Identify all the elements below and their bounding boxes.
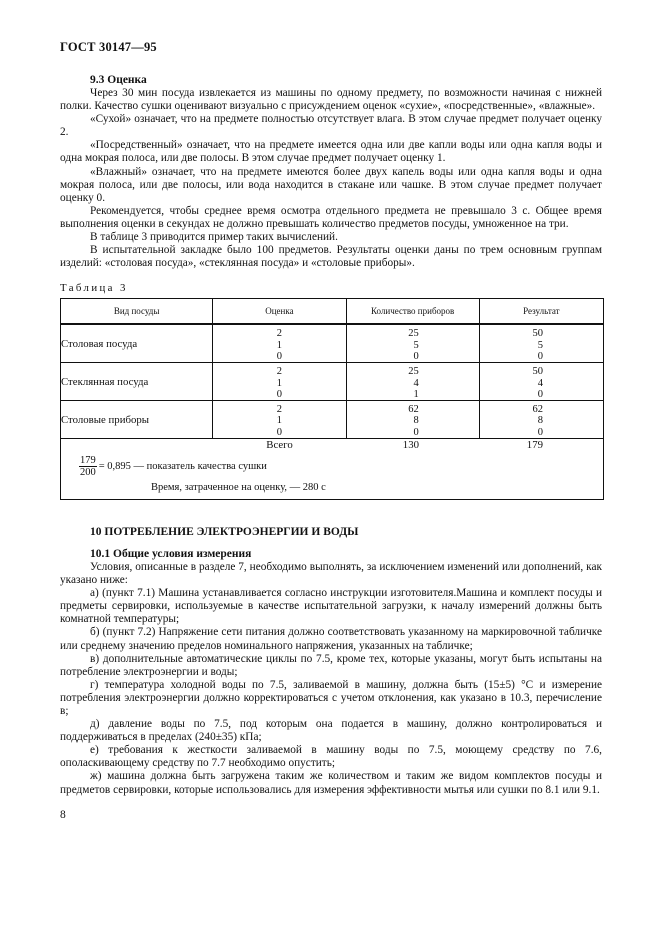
paragraph: Условия, описанные в разделе 7, необходимо выполнять, за исключением изменений или дополнений, как указано ниже: — [60, 560, 602, 587]
total-count: 130 — [402, 438, 419, 451]
column-header: Результат — [479, 299, 603, 325]
section-10-1-title: 10.1 Общие условия измерения — [90, 547, 252, 560]
count-cell: 25 5 0 — [408, 328, 419, 362]
paragraph: В испытательной закладке было 100 предметов. Результаты оценки даны по трем основным группам изделий: «столовая посуда», «стеклянная посуда» и «столовые приборы». — [60, 244, 602, 270]
column-header: Оценка — [213, 299, 346, 325]
paragraph: Через 30 мин посуда извлекается из машины по одному предмету, по возможности начиная с нижней полки. Качество сушки оценивают визуально с присуждением оценок «сухие», «посредственные», «влажные». — [60, 87, 602, 113]
quality-index-line — [79, 455, 603, 478]
table-row — [61, 324, 604, 362]
result-cell: 50 4 0 — [532, 366, 543, 400]
standard-header: ГОСТ 30147—95 — [60, 40, 157, 54]
result-cell: 50 5 0 — [532, 328, 543, 362]
list-item: е) требования к жесткости заливаемой в машину воды по 7.5, моющему средству по 7.6, ополаскивающему средству по 7.7 необходимо опустить; — [60, 744, 602, 770]
paragraph: В таблице 3 приводится пример таких вычислений. — [90, 231, 338, 244]
list-item: ж) машина должна быть загружена таким же количеством и таким же видом комплектов посуды и предметов сервировки, которые использовались для измерения эффективности мытья или сушки по 8.1 или 9.1. — [60, 770, 602, 796]
table-row — [61, 363, 604, 401]
list-item: в) дополнительные автоматические циклы по 7.5, кроме тех, которые указаны, могут быть испытаны на потребление электроэнергии и воды; — [60, 652, 602, 678]
paragraph: «Сухой» означает, что на предмете полностью отсутствует влага. В этом случае предмет получает оценку 2. — [60, 113, 602, 139]
table-caption: Таблица 3 — [60, 282, 128, 295]
total-row — [61, 439, 603, 452]
count-cell: 62 8 0 — [408, 404, 419, 438]
count-cell: 25 4 1 — [408, 366, 419, 400]
list-item: б) (пункт 7.2) Напряжение сети питания должно соответствовать указанному на маркировочной табличке или среднему значению пределов номинального напряжения, указанных на табличке; — [60, 626, 602, 652]
result-cell: 62 8 0 — [532, 404, 543, 438]
grade-cell: 2 1 0 — [276, 366, 282, 400]
section-9-3-title: 9.3 Оценка — [90, 74, 147, 86]
dish-type: Стеклянная посуда — [61, 363, 213, 401]
column-header: Количество приборов — [346, 299, 479, 325]
paragraph: «Посредственный» означает, что на предмете имеется одна или две капли воды или одна капля воды и одна мокрая полоса, или две полосы. В этом случае предмет получает оценку 1. — [60, 139, 602, 165]
fraction-denominator: 200 — [80, 466, 96, 478]
quality-index-text: = 0,895 — показатель качества сушки — [98, 460, 267, 472]
paragraph: «Влажный» означает, что на предмете имеются более двух капель воды или одна капля воды и одна мокрая полоса, или две полосы, или вода находится в стакане или чашке. В этом случае предмет получает оценку 0. — [60, 165, 602, 204]
fraction — [79, 455, 97, 478]
list-item: д) давление воды по 7.5, под которым она подается в машину, должно контролироваться и поддерживаться в пределах (240±35) кПа; — [60, 718, 602, 744]
total-label: Всего — [266, 438, 293, 451]
grade-cell: 2 1 0 — [276, 328, 282, 362]
section-10-title: 10 ПОТРЕБЛЕНИЕ ЭЛЕКТРОЭНЕРГИИ И ВОДЫ — [90, 525, 359, 538]
list-item: а) (пункт 7.1) Машина устанавливается согласно инструкции изготовителя.Машина и комплект посуды и предметы сервировки, используемые в качестве испытательной загрузки, к началу измерений должны быть комнатной температуры; — [60, 587, 602, 626]
table-3 — [60, 298, 604, 500]
page-number: 8 — [60, 808, 66, 821]
column-header: Вид посуды — [61, 299, 213, 325]
table-header-row — [61, 299, 604, 325]
paragraph: Рекомендуется, чтобы среднее время осмотра отдельного предмета не превышало 3 с. Общее время выполнения оценки в секундах не должно превышать количество предметов посуды, умноженное на три. — [60, 204, 602, 230]
fraction-numerator: 179 — [80, 454, 96, 466]
dish-type: Столовая посуда — [61, 324, 213, 362]
time-spent-text: Время, затраченное на оценку, — 280 с — [151, 481, 326, 493]
table-footer-row — [61, 438, 604, 499]
document-page — [60, 40, 602, 821]
total-result: 179 — [526, 438, 543, 451]
dish-type: Столовые приборы — [61, 401, 213, 439]
list-item: г) температура холодной воды по 7.5, заливаемой в машину, должна быть (15±5) °С и измерение потребления электроэнергии должно корректироваться с учетом отклонения, как указано в 10.3, перечисление в; — [60, 678, 602, 718]
grade-cell: 2 1 0 — [276, 404, 282, 438]
table-row — [61, 401, 604, 439]
